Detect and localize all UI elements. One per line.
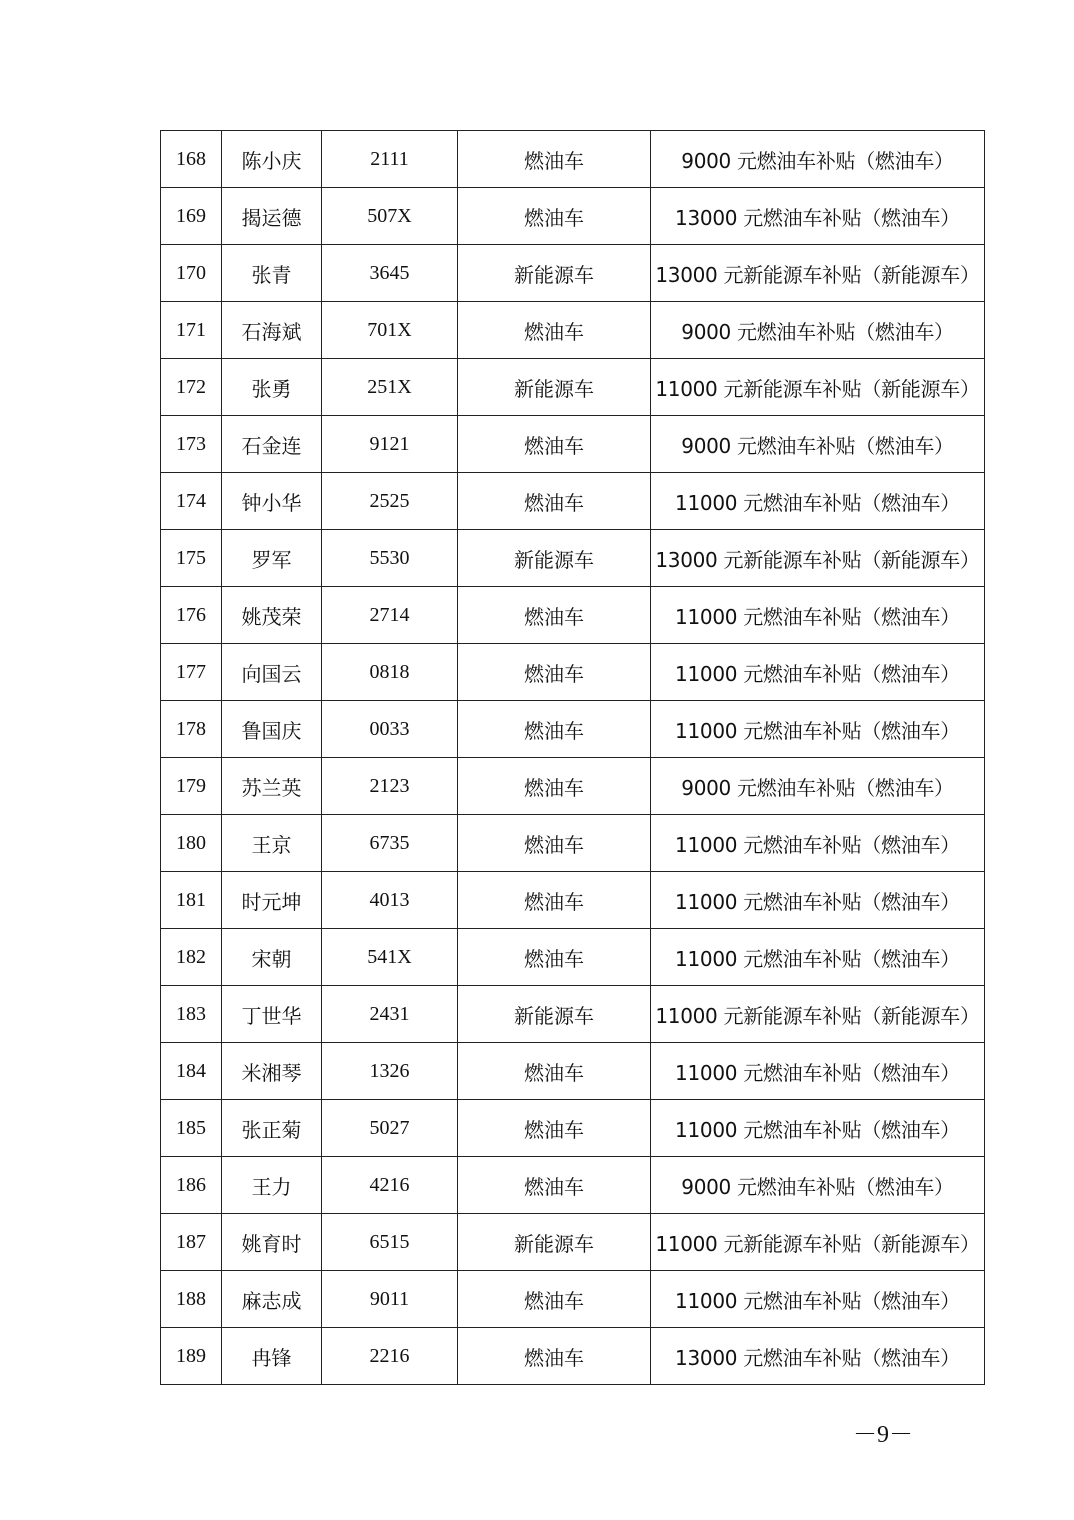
applicant-name-cell: 姚茂荣 (222, 587, 322, 644)
vehicle-type-cell: 新能源车 (458, 245, 651, 302)
applicant-name-cell: 张青 (222, 245, 322, 302)
row-number-cell: 179 (161, 758, 222, 815)
row-number-cell: 178 (161, 701, 222, 758)
subsidy-amount-cell: 11000 元燃油车补贴（燃油车） (651, 1271, 985, 1328)
row-number-cell: 168 (161, 131, 222, 188)
page-number: －9－ (853, 1422, 913, 1448)
subsidy-amount-cell: 9000 元燃油车补贴（燃油车） (651, 302, 985, 359)
applicant-name-cell: 米湘琴 (222, 1043, 322, 1100)
id-suffix-cell: 541X (322, 929, 458, 986)
table-row (161, 188, 985, 245)
row-number-cell: 170 (161, 245, 222, 302)
vehicle-type-cell: 燃油车 (458, 587, 651, 644)
id-suffix-cell: 251X (322, 359, 458, 416)
id-suffix-cell: 5027 (322, 1100, 458, 1157)
applicant-name-cell: 王京 (222, 815, 322, 872)
subsidy-amount-cell: 13000 元新能源车补贴（新能源车） (651, 530, 985, 587)
row-number-cell: 169 (161, 188, 222, 245)
subsidy-amount-cell: 9000 元燃油车补贴（燃油车） (651, 416, 985, 473)
vehicle-type-cell: 燃油车 (458, 188, 651, 245)
subsidy-table-body (161, 131, 985, 1385)
subsidy-amount-cell: 9000 元燃油车补贴（燃油车） (651, 131, 985, 188)
vehicle-type-cell: 新能源车 (458, 986, 651, 1043)
vehicle-type-cell: 燃油车 (458, 416, 651, 473)
subsidy-amount-cell: 9000 元燃油车补贴（燃油车） (651, 1157, 985, 1214)
subsidy-amount-cell: 11000 元燃油车补贴（燃油车） (651, 929, 985, 986)
applicant-name-cell: 宋朝 (222, 929, 322, 986)
id-suffix-cell: 6515 (322, 1214, 458, 1271)
table-row (161, 131, 985, 188)
vehicle-type-cell: 燃油车 (458, 1043, 651, 1100)
row-number-cell: 180 (161, 815, 222, 872)
vehicle-type-cell: 燃油车 (458, 1328, 651, 1385)
vehicle-type-cell: 新能源车 (458, 359, 651, 416)
table-row (161, 1271, 985, 1328)
table-row (161, 1100, 985, 1157)
applicant-name-cell: 钟小华 (222, 473, 322, 530)
vehicle-type-cell: 燃油车 (458, 302, 651, 359)
id-suffix-cell: 2431 (322, 986, 458, 1043)
applicant-name-cell: 时元坤 (222, 872, 322, 929)
id-suffix-cell: 2714 (322, 587, 458, 644)
subsidy-amount-cell: 11000 元燃油车补贴（燃油车） (651, 1100, 985, 1157)
vehicle-type-cell: 燃油车 (458, 758, 651, 815)
table-row (161, 1043, 985, 1100)
subsidy-amount-cell: 11000 元新能源车补贴（新能源车） (651, 986, 985, 1043)
id-suffix-cell: 0033 (322, 701, 458, 758)
id-suffix-cell: 2123 (322, 758, 458, 815)
subsidy-amount-cell: 11000 元燃油车补贴（燃油车） (651, 644, 985, 701)
vehicle-type-cell: 新能源车 (458, 530, 651, 587)
row-number-cell: 174 (161, 473, 222, 530)
applicant-name-cell: 鲁国庆 (222, 701, 322, 758)
subsidy-amount-cell: 11000 元燃油车补贴（燃油车） (651, 701, 985, 758)
table-row (161, 701, 985, 758)
subsidy-amount-cell: 13000 元新能源车补贴（新能源车） (651, 245, 985, 302)
vehicle-type-cell: 燃油车 (458, 815, 651, 872)
id-suffix-cell: 3645 (322, 245, 458, 302)
applicant-name-cell: 王力 (222, 1157, 322, 1214)
vehicle-type-cell: 燃油车 (458, 701, 651, 758)
table-row (161, 1328, 985, 1385)
table-row (161, 530, 985, 587)
id-suffix-cell: 9121 (322, 416, 458, 473)
vehicle-type-cell: 燃油车 (458, 1100, 651, 1157)
applicant-name-cell: 向国云 (222, 644, 322, 701)
row-number-cell: 176 (161, 587, 222, 644)
id-suffix-cell: 2525 (322, 473, 458, 530)
row-number-cell: 171 (161, 302, 222, 359)
table-row (161, 986, 985, 1043)
table-row (161, 416, 985, 473)
vehicle-type-cell: 燃油车 (458, 872, 651, 929)
table-row (161, 1214, 985, 1271)
id-suffix-cell: 9011 (322, 1271, 458, 1328)
vehicle-type-cell: 燃油车 (458, 1271, 651, 1328)
applicant-name-cell: 罗军 (222, 530, 322, 587)
table-row (161, 872, 985, 929)
row-number-cell: 173 (161, 416, 222, 473)
id-suffix-cell: 4013 (322, 872, 458, 929)
applicant-name-cell: 苏兰英 (222, 758, 322, 815)
table-row (161, 929, 985, 986)
subsidy-amount-cell: 11000 元燃油车补贴（燃油车） (651, 815, 985, 872)
row-number-cell: 189 (161, 1328, 222, 1385)
row-number-cell: 185 (161, 1100, 222, 1157)
applicant-name-cell: 张勇 (222, 359, 322, 416)
subsidy-amount-cell: 11000 元新能源车补贴（新能源车） (651, 1214, 985, 1271)
row-number-cell: 186 (161, 1157, 222, 1214)
table-row (161, 815, 985, 872)
subsidy-amount-cell: 11000 元燃油车补贴（燃油车） (651, 1043, 985, 1100)
subsidy-amount-cell: 11000 元燃油车补贴（燃油车） (651, 587, 985, 644)
subsidy-amount-cell: 13000 元燃油车补贴（燃油车） (651, 1328, 985, 1385)
id-suffix-cell: 0818 (322, 644, 458, 701)
row-number-cell: 188 (161, 1271, 222, 1328)
subsidy-amount-cell: 9000 元燃油车补贴（燃油车） (651, 758, 985, 815)
applicant-name-cell: 丁世华 (222, 986, 322, 1043)
row-number-cell: 184 (161, 1043, 222, 1100)
applicant-name-cell: 冉锋 (222, 1328, 322, 1385)
table-row (161, 587, 985, 644)
applicant-name-cell: 石海斌 (222, 302, 322, 359)
row-number-cell: 183 (161, 986, 222, 1043)
vehicle-type-cell: 燃油车 (458, 473, 651, 530)
table-row (161, 644, 985, 701)
subsidy-amount-cell: 11000 元燃油车补贴（燃油车） (651, 872, 985, 929)
applicant-name-cell: 揭运德 (222, 188, 322, 245)
subsidy-table (160, 130, 985, 1385)
row-number-cell: 187 (161, 1214, 222, 1271)
vehicle-type-cell: 燃油车 (458, 929, 651, 986)
vehicle-type-cell: 燃油车 (458, 644, 651, 701)
subsidy-amount-cell: 11000 元燃油车补贴（燃油车） (651, 473, 985, 530)
row-number-cell: 182 (161, 929, 222, 986)
subsidy-amount-cell: 11000 元新能源车补贴（新能源车） (651, 359, 985, 416)
vehicle-type-cell: 燃油车 (458, 131, 651, 188)
row-number-cell: 172 (161, 359, 222, 416)
table-row (161, 473, 985, 530)
id-suffix-cell: 6735 (322, 815, 458, 872)
vehicle-type-cell: 燃油车 (458, 1157, 651, 1214)
table-row (161, 359, 985, 416)
id-suffix-cell: 5530 (322, 530, 458, 587)
id-suffix-cell: 701X (322, 302, 458, 359)
table-row (161, 302, 985, 359)
row-number-cell: 177 (161, 644, 222, 701)
applicant-name-cell: 麻志成 (222, 1271, 322, 1328)
id-suffix-cell: 2111 (322, 131, 458, 188)
subsidy-amount-cell: 13000 元燃油车补贴（燃油车） (651, 188, 985, 245)
id-suffix-cell: 4216 (322, 1157, 458, 1214)
id-suffix-cell: 1326 (322, 1043, 458, 1100)
applicant-name-cell: 陈小庆 (222, 131, 322, 188)
row-number-cell: 175 (161, 530, 222, 587)
vehicle-type-cell: 新能源车 (458, 1214, 651, 1271)
id-suffix-cell: 2216 (322, 1328, 458, 1385)
applicant-name-cell: 姚育时 (222, 1214, 322, 1271)
applicant-name-cell: 张正菊 (222, 1100, 322, 1157)
table-row (161, 758, 985, 815)
row-number-cell: 181 (161, 872, 222, 929)
table-row (161, 245, 985, 302)
table-row (161, 1157, 985, 1214)
id-suffix-cell: 507X (322, 188, 458, 245)
applicant-name-cell: 石金连 (222, 416, 322, 473)
